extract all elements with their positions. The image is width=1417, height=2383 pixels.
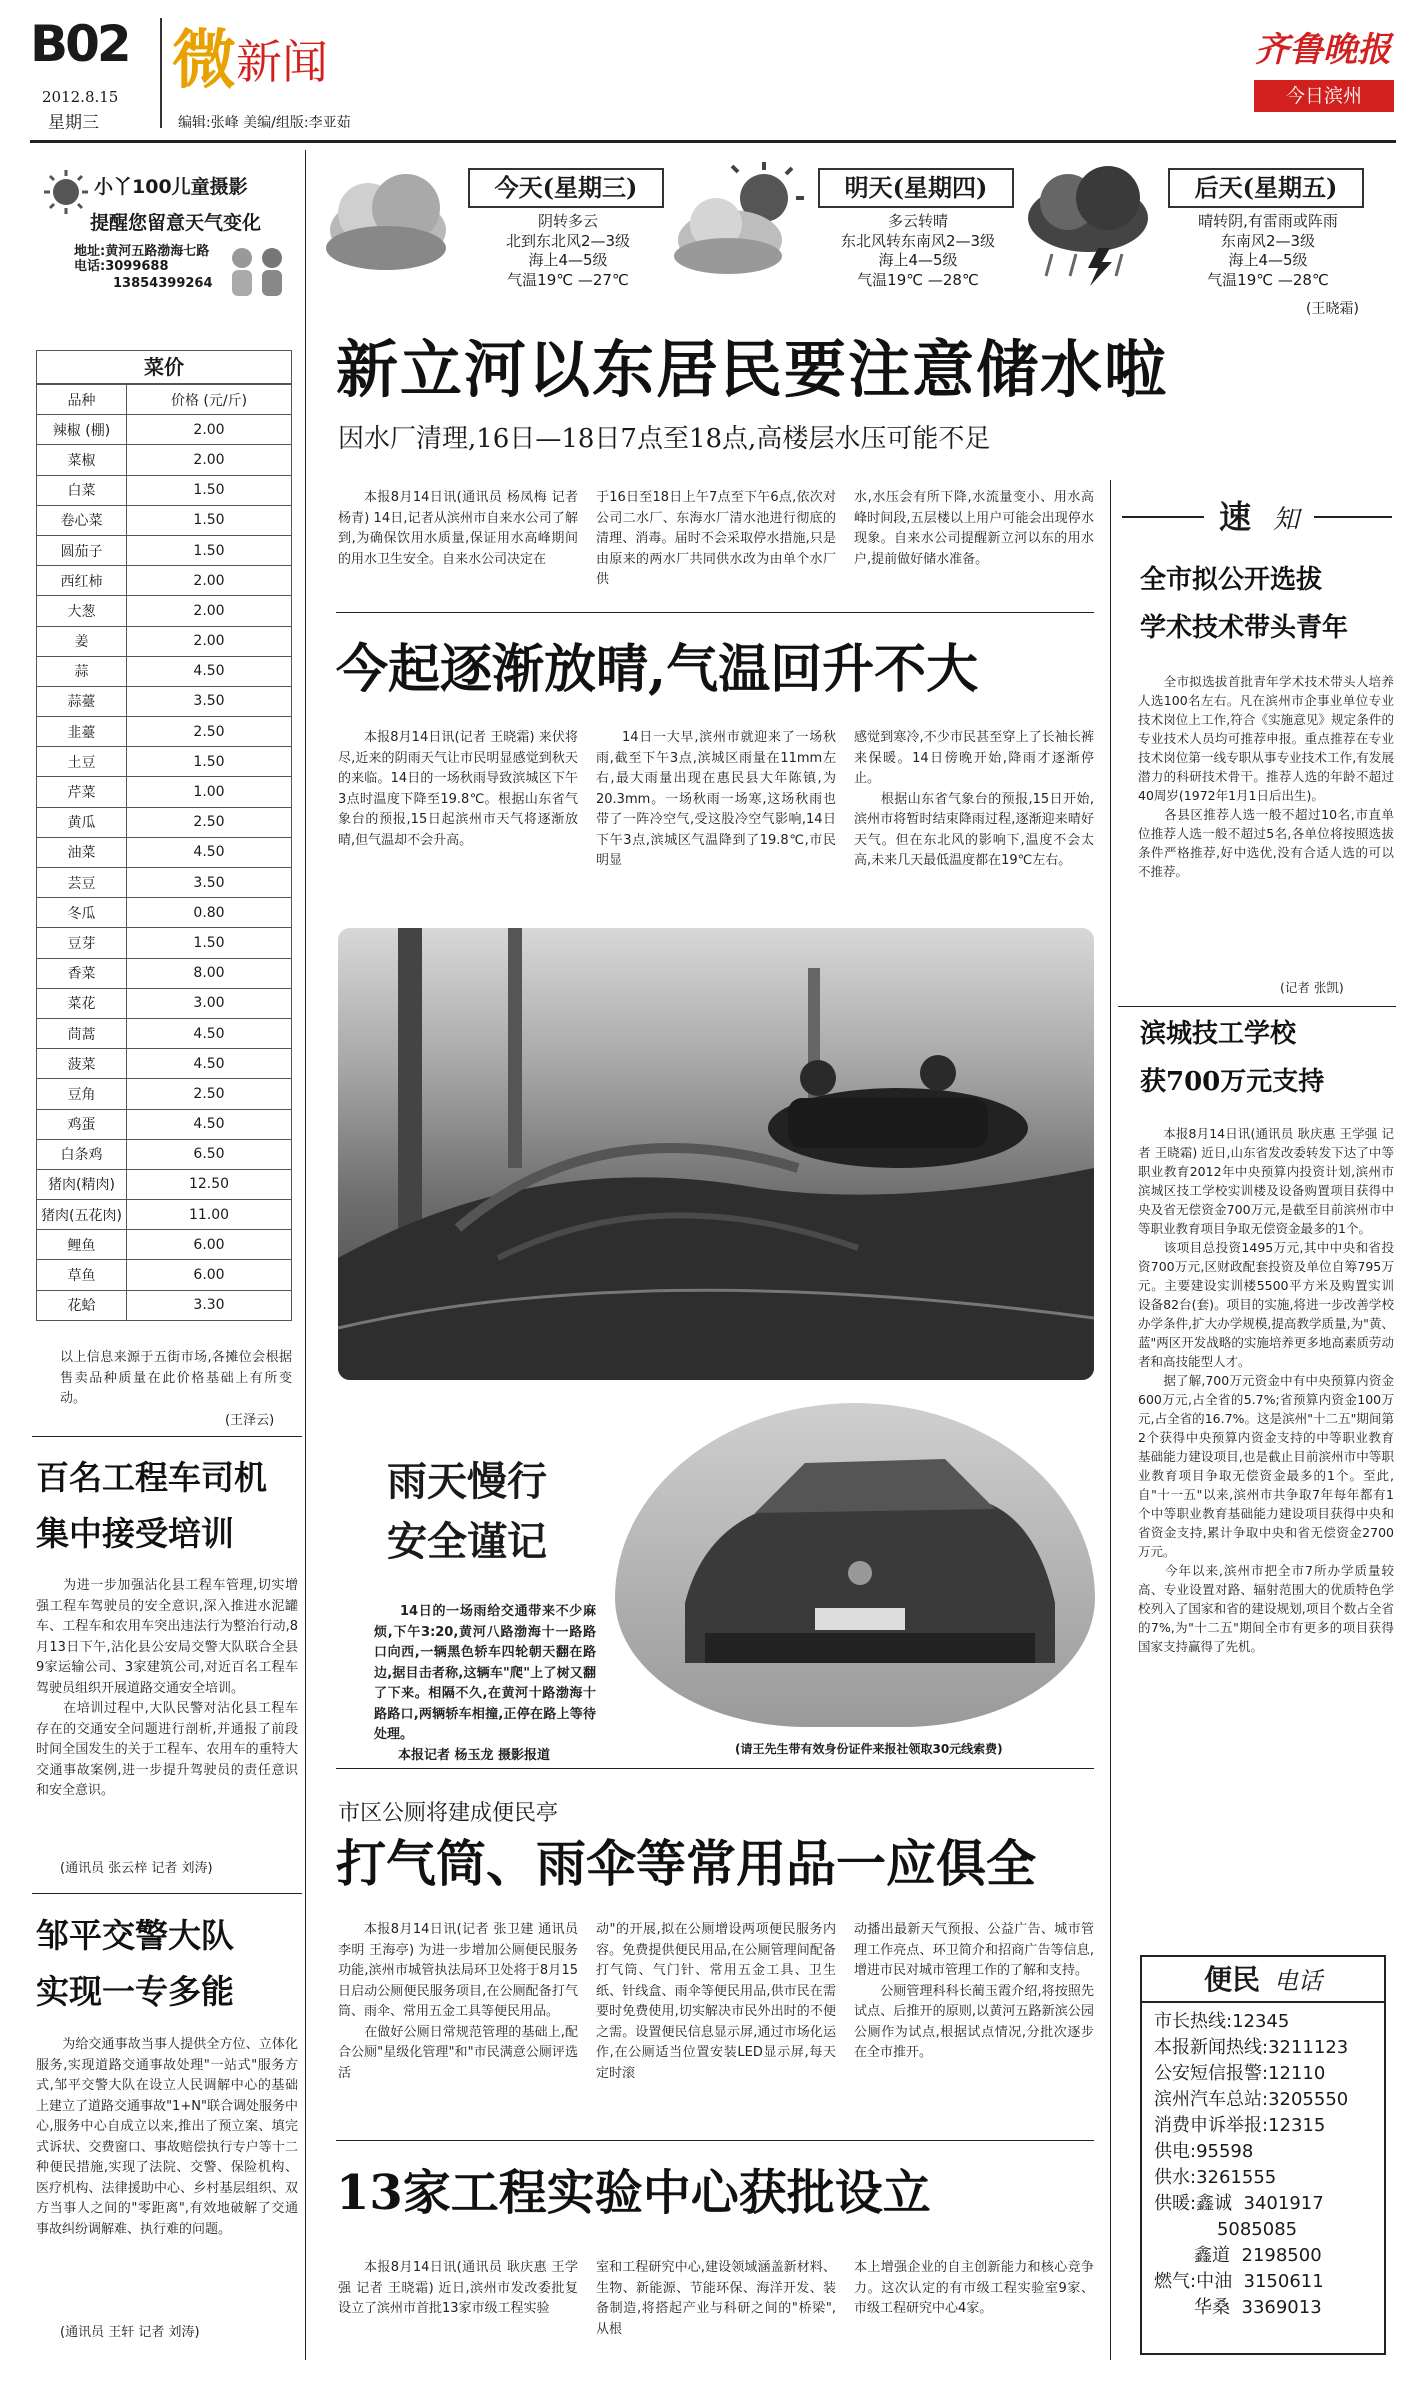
item-price: 3.00 [127,988,292,1018]
ad-phone [74,258,213,292]
item-price: 1.00 [127,777,292,807]
ad-slogan: 提醒您留意天气变化 [90,212,262,234]
item-price: 1.50 [127,505,292,535]
thunderstorm-icon [1018,158,1158,288]
item-name: 蒜 [37,656,127,686]
price-row [37,566,292,596]
item-price: 4.50 [127,1049,292,1079]
price-table-box [36,350,292,1321]
weather-tomorrow [668,158,1023,298]
left-article-1-title [36,1450,300,1562]
issue-date: 2012.8.15 [42,88,119,106]
section-logo [172,16,328,106]
item-price: 2.50 [127,1079,292,1109]
header-cell: 品种 [37,385,127,415]
right-col-divider [1110,480,1111,2360]
item-price: 4.50 [127,1109,292,1139]
pump-rule [336,2140,1094,2141]
price-table-title: 菜价 [36,350,292,384]
price-note: 以上信息来源于五街市场,各摊位会根据售卖品种质量在此价格基础上有所变动。 [60,1350,292,1406]
weather-forecast: 晴转阴,有雷雨或阵雨 东南风2—3级 海上4—5级 气温19℃ —28℃ [1198,212,1338,289]
item-name: 蒜薹 [37,686,127,716]
weather-article-col-1: 本报8月14日讯(记者 王晓霜) 来伏将尽,近来的阴雨天气让市民明显感觉到秋天的来临。14日的一场秋雨导致滨城区下午3点时温度下降至19.8℃。根据山东省气象台的预报,15日起滨州市天气将逐渐放晴,但气温却不会升高。 [338,730,578,848]
price-row [37,1018,292,1048]
item-price: 6.00 [127,1260,292,1290]
lab-article-col-2: 室和工程研究中心,建设领域涵盖新材料、生物、新能源、节能环保、海洋开发、装备制造,将搭起产业与科研之间的"桥梁",从根 [596,2260,836,2337]
left-article-1-body: 为进一步加强沾化县工程车管理,切实增强工程车驾驶员的安全意识,深入推进水泥罐车、工程车和农用车突出违法行为整治行动,8月13日下午,沾化县公安局交警大队联合全县9家运输公司、3家建筑公司,对近百名工程车驾驶员组织开展道路交通安全培训。 在培训过程中,大队民警对沾化县工程车存在的交通安全问题进行剖析,并通报了前段时间全国发生的关于工程车、农用车的重特大交通事故案例,进一步提升驾驶员的责任意识和安全意识。 [36,1578,298,1798]
price-row [37,475,292,505]
item-price: 1.50 [127,928,292,958]
item-name: 豆芽 [37,928,127,958]
item-price: 2.50 [127,717,292,747]
item-name: 黄瓜 [37,807,127,837]
right-article-1-title [1140,556,1392,652]
item-name: 土豆 [37,747,127,777]
photo-caption-title [372,1452,562,1572]
crashed-car-illustration-icon [615,1403,1098,1730]
item-name: 冬瓜 [37,898,127,928]
contact-line: 华桑 3369013 [1154,2297,1322,2318]
speed-char: 速 [1218,498,1251,536]
header-divider [160,18,162,128]
item-name: 菠菜 [37,1049,127,1079]
item-price: 2.50 [127,807,292,837]
ad-phone-2: 13854399264 [113,276,213,291]
pump-article-kicker: 市区公厕将建成便民亭 [338,1801,559,1826]
item-name: 韭薹 [37,717,127,747]
editors-line: 编辑:张峰 美编/组版:李亚茹 [178,115,351,131]
item-name: 西红柿 [37,566,127,596]
photo-byline: 本报记者 杨玉龙 摄影报道 [398,1748,551,1763]
lab-article-col-3: 本上增强企业的自主创新能力和核心竞争力。这次认定的有市级工程实验室9家、市级工程研究中心4家。 [854,2260,1094,2316]
item-price: 2.00 [127,445,292,475]
weather-day-label: 后天(星期五) [1168,168,1364,208]
right-rule-1 [1118,1006,1396,1007]
weather-article-title: 今起逐渐放晴,气温回升不大 [336,639,979,700]
contact-line: 本报新闻热线:3211123 [1154,2037,1349,2058]
title-line: 获700万元支持 [1140,1067,1325,1097]
photo-caption: 14日的一场雨给交通带来不少麻烦,下午3:20,黄河八路渤海十一路路口向西,一辆黑色轿车四轮朝天翻在路边,据目击者称,这辆车"爬"上了树又翻了下来。相隔不久,在黄河十路渤海十路路口,两辆轿车相撞,正停在路上等待处理。 [374,1604,596,1742]
left-article-2-body: 为给交通事故当事人提供全方位、立体化服务,实现道路交通事故处理"一站式"服务方式,邹平交警大队在设立人民调解中心的基础上建立了道路交通事故"1+N"联合调处服务中心,服务中心自成立以来,推出了预立案、填完式诉状、交费窗口、事故赔偿执行专户等十二种便民措施,实现了法院、交警、保险机构、医疗机构、法律援助中心、乡村基层组织、双方当事人之间的"零距离",有效地破解了交通事故纠纷调解难、执行难的问题。 [36,2037,298,2237]
price-row [37,1260,292,1290]
inset-photo-caption: (请王先生带有效身份证件来报社领取30元线索费) [735,1742,1003,1756]
header-rule [30,140,1396,143]
price-row [37,1109,292,1139]
contact-line: 消费申诉举报:12315 [1154,2115,1326,2136]
price-row [37,535,292,565]
item-price: 2.00 [127,566,292,596]
item-name: 豆角 [37,1079,127,1109]
ad-divider [305,150,306,1480]
water-rule [336,612,1094,613]
price-row [37,686,292,716]
price-row [37,415,292,445]
price-row [37,958,292,988]
paper-logo: 齐鲁晚报 [1255,30,1391,70]
weather-day-label: 明天(星期四) [818,168,1014,208]
sun-mascot-icon [42,168,90,216]
item-name: 鸡蛋 [37,1109,127,1139]
weather-today [318,158,673,298]
item-name: 卷心菜 [37,505,127,535]
price-row [37,1139,292,1169]
weather-article-col-2: 14日一大早,滨州市就迎来了一场秋雨,截至下午3点,滨城区雨量在11mm左右,最大雨量出现在惠民县大年陈镇,为20.3mm。一场秋雨一场寒,这场秋雨也带了一阵冷空气,受这股冷空气影响,14日下午3点,滨城区气温降到了19.8℃,市民明显 [596,730,836,868]
item-name: 姜 [37,626,127,656]
price-row [37,1169,292,1199]
price-row [37,1049,292,1079]
left-article-1-byline: (通讯员 张云梓 记者 刘涛) [60,1861,213,1876]
left-rule-1 [32,1436,302,1437]
water-article-subtitle: 因水厂清理,16日—18日7点至18点,高楼层水压可能不足 [338,424,991,454]
right-article-2-title [1140,1010,1392,1106]
item-name: 白条鸡 [37,1139,127,1169]
water-article-col-3: 水,水压会有所下降,水流量变小、用水高峰时间段,五层楼以上用户可能会出现停水现象。自来水公司提醒新立河以东的用水户,提前做好储水准备。 [854,490,1094,567]
right-article-1-body: 全市拟选拔首批青年学术技术带头人培养人选100名左右。凡在滨州市企事业单位专业技术岗位上工作,符合《实施意见》规定条件的专业技术人员均可推荐申报。重点推荐在专业技术岗位第一线专职从事专业技术工作,有发展潜力的科研技术骨干。推荐人选的年龄不超过40周岁(1972年1月1日后出生)。 各县区推荐人选一般不超过10名,市直单位推荐人选一般不超过5名,各单位将按照选拔条件严格推荐,好中选优,没有合适人选的可以不推荐。 [1138,674,1394,879]
item-price: 6.00 [127,1230,292,1260]
fallen-tree-illustration-icon [338,928,1094,1380]
contacts-list [1154,2009,1348,2321]
edition-badge: 今日滨州 [1254,80,1394,112]
contacts-box [1140,1955,1386,2355]
item-name: 茼蒿 [37,1018,127,1048]
title-line: 邹平交警大队 [36,1916,234,1955]
item-price: 1.50 [127,475,292,505]
item-price: 1.50 [127,535,292,565]
contacts-title [1142,1957,1384,2003]
contact-line: 供水:3261555 [1154,2167,1277,2188]
price-row [37,928,292,958]
item-name: 菜椒 [37,445,127,475]
caption-title-line: 安全谨记 [387,1518,547,1565]
ad-address: 地址:黄河五路渤海七路 [74,244,210,259]
contact-line: 5085085 [1154,2219,1298,2240]
item-price: 6.50 [127,1139,292,1169]
item-price: 3.50 [127,686,292,716]
title-line: 滨城技工学校 [1140,1019,1297,1049]
weather-day-label: 今天(星期三) [468,168,664,208]
contact-line: 市长热线:12345 [1154,2011,1290,2032]
price-row [37,807,292,837]
item-name: 油菜 [37,837,127,867]
ad-phone-1: 3099688 [105,259,169,274]
left-article-2-byline: (通讯员 王轩 记者 刘涛) [60,2325,200,2340]
photo-studio-ad [32,150,302,310]
price-row [37,1230,292,1260]
price-row [37,717,292,747]
price-table-header [37,385,292,415]
item-name: 鲤鱼 [37,1230,127,1260]
know-char: 知 [1273,505,1300,535]
item-price: 2.00 [127,415,292,445]
weather-article-col-3: 感觉到寒冷,不少市民甚至穿上了长袖长裤来保暖。14日傍晚开始,降雨才逐渐停止。 根据山东省气象台的预报,15日开始,滨州市将暂时结束降雨过程,逐渐迎来晴好天气。但在东北风的影响下,温度不会太高,未来几天最低温度都在19℃左右。 [854,730,1094,868]
price-row [37,656,292,686]
weather-forecast: 阴转多云 北到东北风2—3级 海上4—5级 气温19℃ —27℃ [505,212,631,289]
contact-line: 燃气:中油 3150611 [1154,2271,1324,2292]
item-name: 菜花 [37,988,127,1018]
pump-article-col-3: 动播出最新天气预报、公益广告、城市管理工作亮点、环卫简介和招商广告等信息,增进市民对城市管理工作的了解和支持。 公厕管理科科长蔺玉霞介绍,将按照先试点、后推开的原则,以黄河五路新滨公园公厕作为试点,根据试点情况,分批次逐步在全市推开。 [854,1922,1094,2060]
price-row [37,1290,292,1320]
header-cell: 价格 (元/斤) [127,385,292,415]
item-price: 11.00 [127,1200,292,1230]
price-row [37,626,292,656]
item-price: 2.00 [127,596,292,626]
price-table [36,384,292,1321]
section-name: 新闻 [236,35,328,89]
lab-article-title: 13家工程实验中心获批设立 [336,2165,931,2221]
price-row [37,1079,292,1109]
title-line: 学术技术带头青年 [1140,613,1349,643]
title-line: 百名工程车司机 [36,1458,267,1497]
issue-weekday: 星期三 [48,113,99,133]
item-name: 大葱 [37,596,127,626]
contacts-title-main: 便民 [1203,1963,1260,1996]
price-row [37,445,292,475]
item-name: 白菜 [37,475,127,505]
title-line: 集中接受培训 [36,1514,234,1553]
item-price: 0.80 [127,898,292,928]
item-name: 猪肉(五花肉) [37,1200,127,1230]
item-name: 草鱼 [37,1260,127,1290]
crashed-car-inset-photo [612,1400,1098,1730]
right-article-1-byline: (记者 张凯) [1280,980,1344,995]
item-name: 猪肉(精肉) [37,1169,127,1199]
item-name: 圆茄子 [37,535,127,565]
price-row [37,898,292,928]
right-article-2-body: 本报8月14日讯(通讯员 耿庆惠 王学强 记者 王晓霜) 近日,山东省发改委转发下达了中等职业教育2012年中央预算内投资计划,滨州市滨城区技工学校实训楼及设备购置项目获得中央及省无偿资金700万元,是截至目前滨州市中等职业教育项目争取无偿资金最多的1个。 该项目总投资1495万元,其中中央和省投资700万元,区财政配套投资及单位自筹795万元。主要建设实训楼5500平方米及购置实训设备82台(套)。项目的实施,将进一步改善学校办学条件,扩大办学规模,提高教学质量,为"黄、蓝"两区开发战略的实施培养更多地高素质劳动者和高技能型人才。 据了解,700万元资金中有中央预算内资金600万元,占全省的5.7%;省预算内资金100万元,占全省的16.7%。这是滨州"十二五"期间第2个获得中央预算内资金支持的中等职业教育基础能力建设项目,也是截止目前滨州市中等职业教育项目争取无偿资金最多的1个。至此,自"十一五"以来,滨州市共争取7年每年都有1个中等职业教育基础能力建设项目获得中央和省资金支持,累计争取中央和省无偿资金2700万元。 今年以来,滨州市把全市7所办学质量较高、专业设置对路、辐射范围大的优质特色学校列入了国家和省的建设规划,项目个数占全省的7%,为"十二五"期间全市有更多的项目获得国家支持赢得了先机。 [1138,1126,1394,1654]
contacts-title-sub: 电话 [1274,1967,1322,1995]
item-price: 4.50 [127,1018,292,1048]
water-article-title: 新立河以东居民要注意储水啦 [336,333,1169,406]
price-row [37,505,292,535]
partly-sunny-icon [668,158,808,288]
ad-phone-label: 电话: [74,259,106,274]
item-price: 2.00 [127,626,292,656]
contact-line: 公安短信报警:12110 [1154,2063,1326,2084]
contact-line: 供电:95598 [1154,2141,1254,2162]
item-price: 4.50 [127,837,292,867]
price-row [37,1200,292,1230]
item-price: 1.50 [127,747,292,777]
price-row [37,988,292,1018]
item-price: 8.00 [127,958,292,988]
lab-article-col-1: 本报8月14日讯(通讯员 耿庆惠 王学强 记者 王晓霜) 近日,滨州市发改委批复设立了滨州市首批13家市级工程实验 [338,2260,578,2316]
overturned-car-photo [338,928,1094,1380]
item-price: 12.50 [127,1169,292,1199]
left-col-divider [305,1480,306,2360]
price-row [37,777,292,807]
item-name: 辣椒 (棚) [37,415,127,445]
kids-illustration-icon [222,240,292,300]
item-price: 3.50 [127,868,292,898]
speed-news-header [1122,492,1392,544]
item-name: 香菜 [37,958,127,988]
water-article-col-2: 于16日至18日上午7点至下午6点,依次对公司二水厂、东海水厂清水池进行彻底的清理、消毒。届时不会采取停水措施,只是由原来的两水厂共同供水改为由单个水厂供 [596,490,836,587]
contact-line: 鑫道 2198500 [1154,2245,1322,2266]
price-byline: (王泽云) [225,1413,275,1428]
title-line: 实现一专多能 [36,1972,234,2011]
contact-line: 供暖:鑫诚 3401917 [1154,2193,1324,2214]
contact-line: 滨州汽车总站:3205550 [1154,2089,1349,2110]
speed-news-label [1204,492,1314,542]
item-price: 4.50 [127,656,292,686]
item-name: 芹菜 [37,777,127,807]
photo-rule [336,1768,1094,1769]
section-char: 微 [172,23,236,98]
pump-article-col-1: 本报8月14日讯(记者 张卫建 通讯员 李明 王海亭) 为进一步增加公厕便民服务功能,滨州市城管执法局环卫处将于8月15日启动公厕便民服务项目,在公厕配备打气筒、雨伞、常用五金工具等便民用品。 在做好公厕日常规范管理的基础上,配合公厕"星级化管理"和"市民满意公厕评选活 [338,1922,578,2081]
price-row [37,868,292,898]
price-row [37,837,292,867]
item-price: 3.30 [127,1290,292,1320]
cloudy-icon [318,158,458,288]
pump-article-title: 打气筒、雨伞等常用品一应俱全 [336,1834,1036,1893]
weather-byline: (王晓霜) [1306,301,1359,317]
caption-title-line: 雨天慢行 [387,1458,547,1505]
left-rule-2 [32,1893,302,1894]
item-name: 芸豆 [37,868,127,898]
water-article-col-1: 本报8月14日讯(通讯员 杨凤梅 记者 杨青) 14日,记者从滨州市自来水公司了解到,为确保饮用水质量,保证用水高峰期间的用水卫生安全。自来水公司决定在 [338,490,578,567]
pump-article-col-2: 动"的开展,拟在公厕增设两项便民服务内容。免费提供便民用品,在公厕管理间配备打气筒、气门针、常用五金工具、卫生纸、针线盒、雨伞等便民用品,供市民在需要时免费使用,切实解决市民外出时的不便之需。设置便民信息显示屏,通过市场化运作,在公厕适当位置安装LED显示屏,每天定时滚 [596,1922,836,2081]
item-name: 花蛤 [37,1290,127,1320]
left-article-2-title [36,1908,300,2020]
title-line: 全市拟公开选拔 [1140,565,1323,595]
weather-day-after [1018,158,1373,298]
page-number: B02 [30,15,129,73]
price-row [37,596,292,626]
weather-forecast: 多云转晴 东北风转东南风2—3级 海上4—5级 气温19℃ —28℃ [840,212,996,289]
price-row [37,747,292,777]
ad-title: 小丫100儿童摄影 [94,176,248,198]
